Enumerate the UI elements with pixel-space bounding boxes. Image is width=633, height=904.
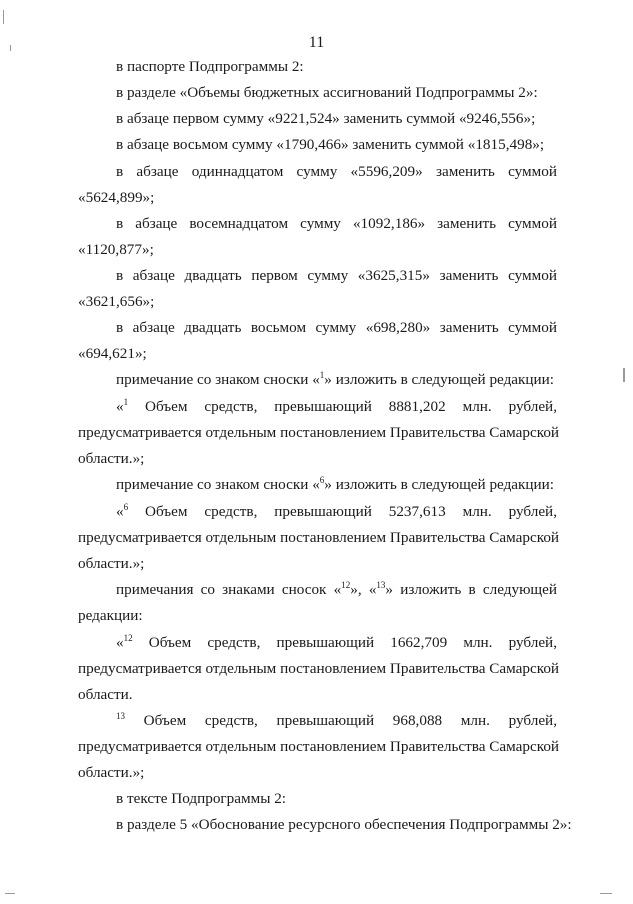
text-line: предусматривается отдельным постановлением Правительства Самарской [78,660,560,677]
text-fragment: Объем средств, превышающий 5237,613 млн. рублей, [128,503,557,520]
text-fragment: Объем средств, превышающий 968,088 млн. рублей, [125,712,557,729]
text-line: области.»; [78,764,145,781]
text-line: в паспорте Подпрограммы 2: [116,58,304,75]
text-line: в абзаце восемнадцатом сумму «1092,186» заменить суммой [116,215,557,232]
scan-margin-mark [5,893,15,894]
text-line [116,476,554,494]
scan-margin-mark [623,368,625,382]
text-line: в абзаце восьмом сумму «1790,466» заменить суммой «1815,498»; [116,136,545,153]
text-line: в абзаце одиннадцатом сумму «5596,209» заменить суммой [116,163,557,180]
footnote-marker: 6 [123,501,129,512]
text-fragment: Объем средств, превышающий 8881,202 млн. рублей, [128,398,557,415]
text-fragment: « [116,503,124,520]
footnote-marker: 6 [319,474,325,485]
footnote-marker: 12 [123,632,133,643]
text-line: в абзаце первом сумму «9221,524» заменить суммой «9246,556»; [116,110,536,127]
text-fragment: примечание со знаком сноски « [116,476,320,493]
text-line: «3621,656»; [78,293,155,310]
text-line: «1120,877»; [78,241,154,258]
footnote-marker: 12 [341,579,351,590]
footnote-marker: 13 [116,710,125,721]
footnote-marker: 1 [319,369,325,380]
text-line: в разделе 5 «Обоснование ресурсного обеспечения Подпрограммы 2»: [116,816,572,833]
text-line: предусматривается отдельным постановлением Правительства Самарской [78,529,560,546]
text-fragment: », « [350,581,377,598]
text-line: «694,621»; [78,345,147,362]
text-line [116,398,557,416]
text-line [116,581,557,599]
text-fragment: примечания со знаками сносок « [116,581,342,598]
text-line: области.»; [78,555,145,572]
text-line: редакции: [78,607,143,624]
footnote-marker: 13 [376,579,386,590]
text-line [116,634,557,652]
text-line: предусматривается отдельным постановлением Правительства Самарской [78,738,560,755]
text-fragment: » изложить в следующей редакции: [324,476,555,493]
text-line: в абзаце двадцать восьмом сумму «698,280» заменить суммой [116,319,557,336]
text-fragment: « [116,634,124,651]
footnote-marker: 1 [123,396,129,407]
text-line [116,712,557,730]
text-line: в разделе «Объемы бюджетных ассигнований Подпрограммы 2»: [116,84,538,101]
text-line: в тексте Подпрограммы 2: [116,790,287,807]
text-fragment: » изложить в следующей редакции: [324,371,555,388]
text-line: в абзаце двадцать первом сумму «3625,315» заменить суммой [116,267,557,284]
page-number: 11 [308,34,325,51]
text-line [116,371,554,389]
text-fragment: примечание со знаком сноски « [116,371,320,388]
text-line: области.»; [78,450,145,467]
text-fragment: « [116,398,124,415]
text-line: «5624,899»; [78,189,155,206]
scan-margin-mark [3,10,4,24]
text-fragment: Объем средств, превышающий 1662,709 млн. рублей, [132,634,557,651]
text-fragment: » изложить в следующей [385,581,557,598]
scan-margin-mark [600,893,612,894]
text-line [116,503,557,521]
text-line: области. [78,686,133,703]
text-line: предусматривается отдельным постановлением Правительства Самарской [78,424,560,441]
